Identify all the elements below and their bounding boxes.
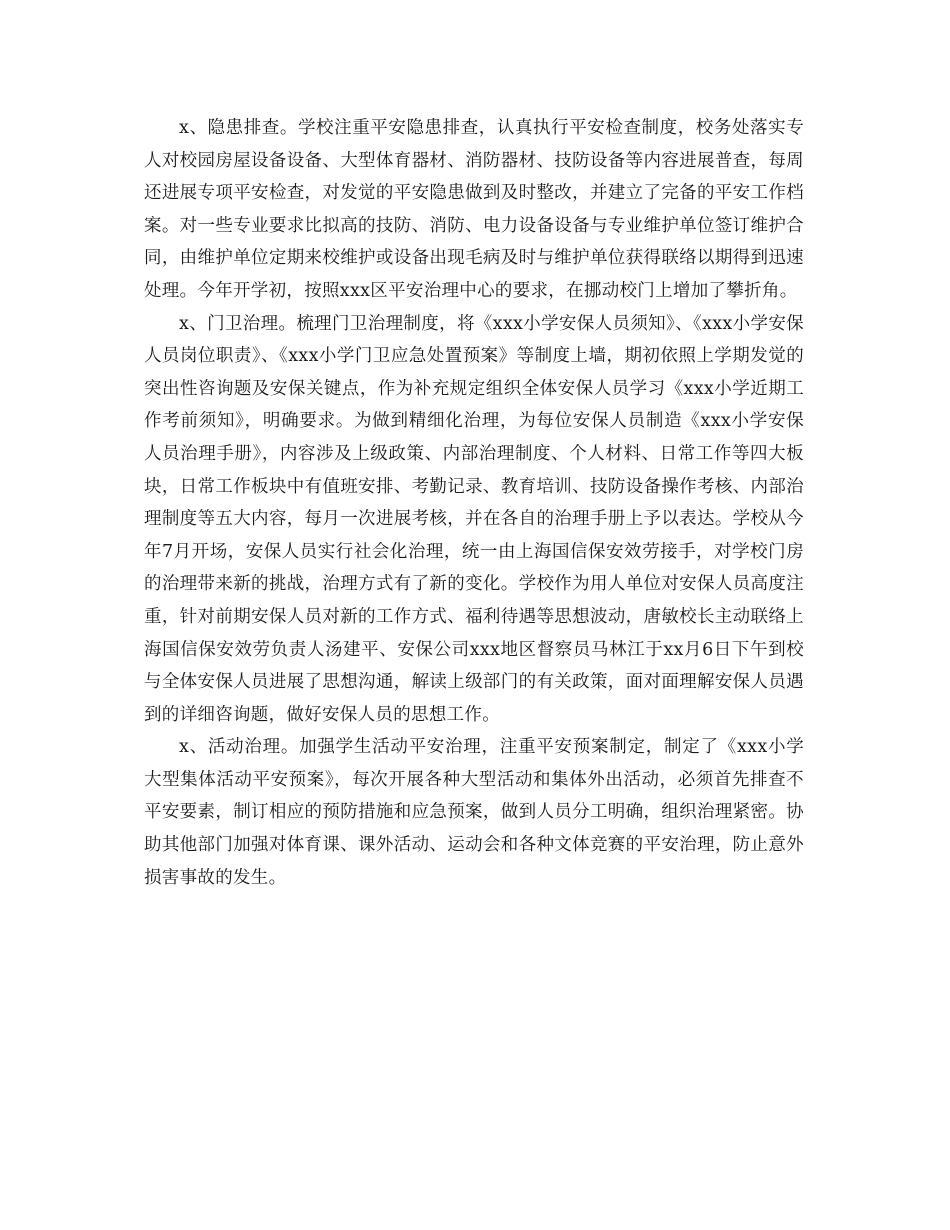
paragraph-hazard-inspection: x、隐患排查。学校注重平安隐患排查，认真执行平安检查制度，校务处落实专人对校园房屋设备设备、大型体育器材、消防器材、技防设备等内容进展普查，每周还进展专项平安检查，对发觉的平安隐患做到及时整改，并建立了完备的平安工作档案。对一些专业要求比拟高的技防、消防、电力设备设备与专业维护单位签订维护合同，由维护单位定期来校维护或设备出现毛病及时与维护单位获得联络以期得到迅速处理。今年开学初，按照xxx区平安治理中心的要求，在挪动校门上增加了攀折角。 bbox=[144, 118, 804, 301]
document-page bbox=[144, 112, 804, 894]
paragraph-gate-management: x、门卫治理。梳理门卫治理制度，将《xxx小学安保人员须知》、《xxx小学安保人员岗位职责》、《xxx小学门卫应急处置预案》等制度上墙，期初依照上学期发觉的突出性咨询题及安保关键点，作为补充规定组织全体安保人员学习《xxx小学近期工作考前须知》，明确要求。为做到精细化治理，为每位安保人员制造《xxx小学安保人员治理手册》，内容涉及上级政策、内部治理制度、个人材料、日常工作等四大板块，日常工作板块中有值班安排、考勤记录、教育培训、技防设备操作考核、内部治理制度等五大内容，每月一次进展考核，并在各自的治理手册上予以表达。学校从今年7月开场，安保人员实行社会化治理，统一由上海国信保安效劳接手，对学校门房的治理带来新的挑战，治理方式有了新的变化。学校作为用人单位对安保人员高度注重，针对前期安保人员对新的工作方式、福利待遇等思想波动，唐敏校长主动联络上海国信保安效劳负责人汤建平、安保公司xxx地区督察员马林江于xx月6日下午到校与全体安保人员进展了思想沟通，解读上级部门的有关政策，面对面理解安保人员遇到的详细咨询题，做好安保人员的思想工作。 bbox=[144, 313, 804, 725]
paragraph-activity-management: x、活动治理。加强学生活动平安治理，注重平安预案制定，制定了《xxx小学大型集体活动平安预案》，每次开展各种大型活动和集体外出活动，必须首先排查不平安要素，制订相应的预防措施和应急预案，做到人员分工明确，组织治理紧密。协助其他部门加强对体育课、课外活动、运动会和各种文体竞赛的平安治理，防止意外损害事故的发生。 bbox=[144, 737, 804, 888]
